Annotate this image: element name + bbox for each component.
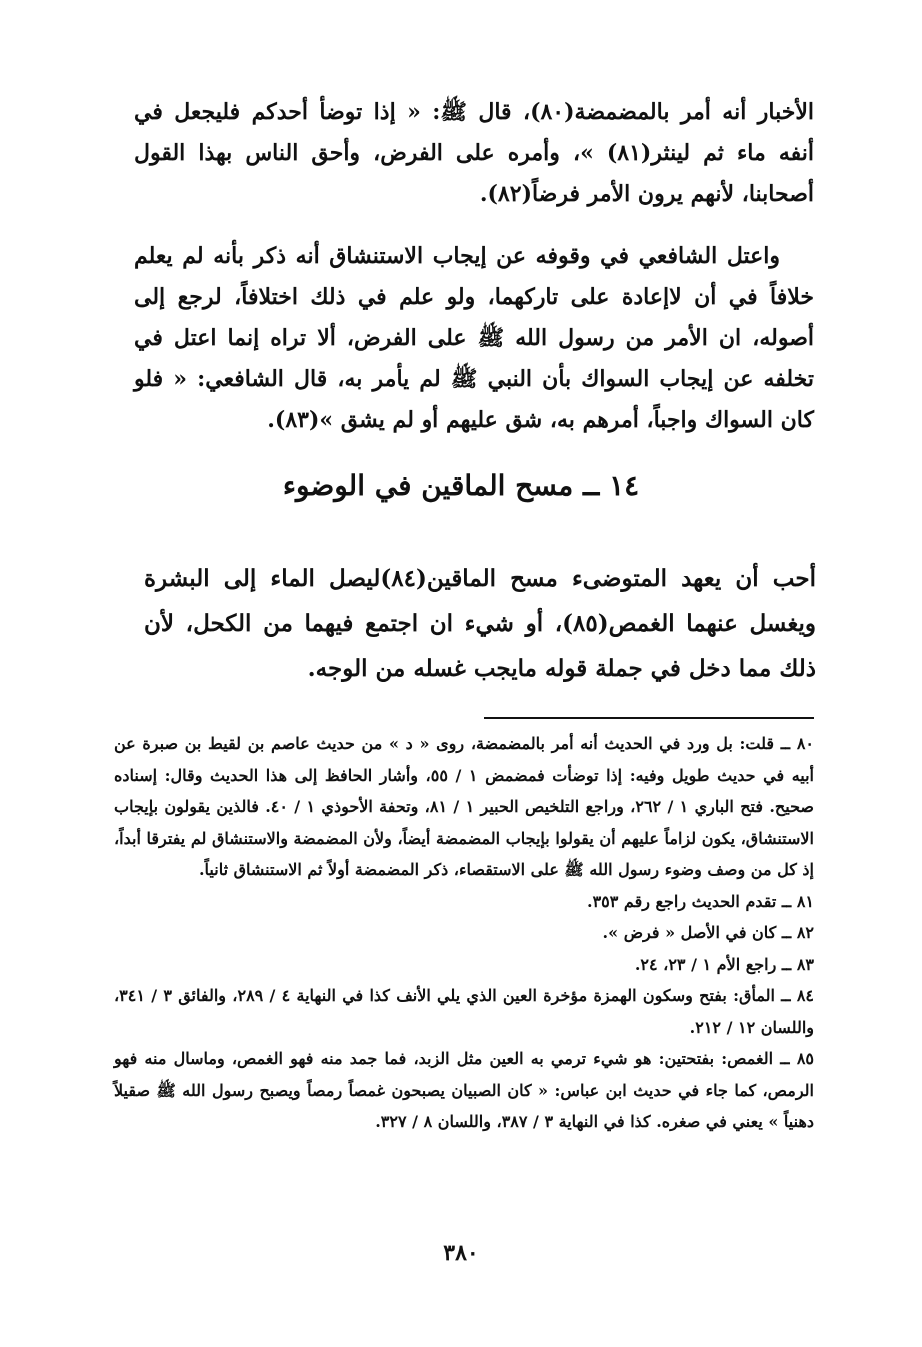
footnote-81: ٨١ ــ تقدم الحديث راجع رقم ٣٥٣. — [586, 891, 814, 911]
footnote-80: ٨٠ ــ قلت: بل ورد في الحديث أنه أمر بالمضمضة، روى « د » من حديث عاصم بن لقيط بن صبرة عن أبيه في حديث طويل وفيه: إذا توضأت فمضمض ١ / ٥٥، وأشار الحافظ إلى هذا الحديث وقال: إسناده صحيح. فتح الباري ١ / ٢٦٢، وراجع التلخيص الحبير ١ / ٨١، وتحفة الأحوذي ١ / ٤٠. فالذين يقولون بإيجاب الاستنشاق، يكون لزاماً عليهم أن يقولوا بإيجاب المضمضة أيضاً، ولأن المضمضة والاستنشاق لم يفترقا أبداً، إذ كل من وصف وضوء رسول الله ﷺ على الاستقصاء، ذكر المضمضة أولاً ثم الاستنشاق ثانياً. — [114, 734, 815, 879]
main-text-paragraph-2 — [134, 236, 814, 441]
footnote-85: ٨٥ ــ الغمص: بفتحتين: هو شيء ترمي به العين مثل الزبد، فما جمد منه فهو الغمص، وماسال منه فهو الرمص، كما جاء في حديث ابن عباس: « كان الصبيان يصبحون غمصاً رمصاً ويصبح رسول الله ﷺ صقيلاً دهنياً » يعني في صغره. كذا في النهاية ٣ / ٣٨٧، واللسان ٨ / ٣٢٧. — [114, 1049, 814, 1131]
footnote-82: ٨٢ ــ كان في الأصل « فرض ». — [602, 923, 814, 942]
paragraph-text: واعتل الشافعي في وقوفه عن إيجاب الاستنشاق أنه ذكر بأنه لم يعلم خلافاً في أن لاإعادة على تاركهما، ولو علم في ذلك اختلافاً، لرجع إلى أصوله، ان الأمر من رسول الله ﷺ على الفرض، ألا تراه إنما اعتل في تخلفه عن إيجاب السواك بأن النبي ﷺ لم يأمر به، قال الشافعي: « فلو كان السواك واجباً، أمرهم به، شق عليهم أو لم يشق »(٨٣). — [134, 243, 814, 433]
main-text-paragraph-3 — [144, 556, 816, 691]
footnote-separator — [484, 717, 814, 719]
footnote-83: ٨٣ ــ راجع الأم ١ / ٢٣، ٢٤. — [634, 954, 814, 974]
section-heading: ١٤ ــ مسح الماقين في الوضوء — [282, 469, 640, 502]
page-number: ٣٨٠ — [443, 1240, 479, 1266]
paragraph-text: أحب أن يعهد المتوضىء مسح الماقين(٨٤)ليصل الماء إلى البشرة ويغسل عنهما الغمص(٨٥)، أو شيء ان اجتمع فيهما من الكحل، لأن ذلك مما دخل في جملة قوله مايجب غسله من الوجه. — [144, 565, 816, 682]
footnotes-block — [114, 728, 814, 1138]
footnote-84: ٨٤ ــ المأق: بفتح وسكون الهمزة مؤخرة العين الذي يلي الأنف كذا في النهاية ٤ / ٢٨٩، والفائق ٣ / ٣٤١، واللسان ١٢ / ٢١٢. — [114, 986, 814, 1037]
paragraph-text: الأخبار أنه أمر بالمضمضة(٨٠)، قال ﷺ: « إذا توضأ أحدكم فليجعل في أنفه ماء ثم لينثر(٨١) »، وأمره على الفرض، وأحق الناس بهذا القول أصحابنا، لأنهم يرون الأمر فرضاً(٨٢). — [134, 99, 814, 207]
main-text-paragraph-1 — [134, 92, 814, 215]
